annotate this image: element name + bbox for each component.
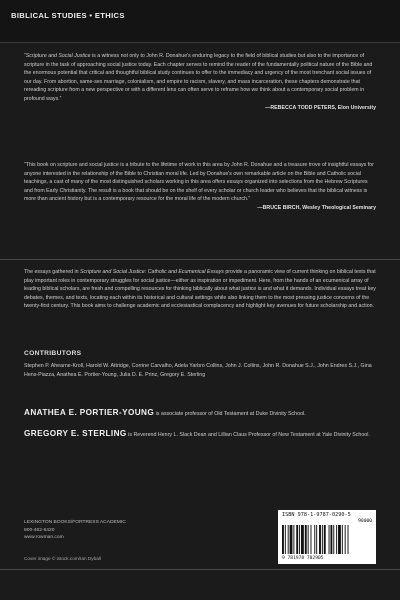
contributors-list — [24, 362, 376, 379]
editor-bio-2 — [24, 430, 376, 440]
barcode-bar — [301, 525, 304, 554]
barcode-bar — [314, 525, 315, 554]
barcode-bar — [324, 525, 326, 554]
barcode-bar — [288, 525, 289, 554]
barcode-bar — [345, 525, 346, 554]
description-book-title: Scripture and Social Justice: Catholic and Ecumenical Essays — [80, 269, 224, 275]
barcode-bar — [322, 525, 323, 554]
publisher-info — [24, 519, 126, 542]
editor-1-paragraph — [24, 409, 376, 419]
barcode-bar — [330, 525, 332, 554]
isbn-number: ISBN 978-1-9787-0290-5 — [282, 512, 351, 518]
review-2-text: “This book on scripture and social justice is a tribute to the lifetime of work in this area by John R. Donahue and a treasure trove of insightful essays for anyone interested in the relationship of the Bible to Christian moral life. Led by Donahue's own remarkable article on the Bible and Catholic social teachings, a cast of many of the most distinguished scholars working in this area offers essays organized into selections from the Hebrew Scriptures and from Early Christianity. The result is a book that should be on the shelf of every scholar or church leader who believes that the biblical witness is more than ancient history but is a contemporary resource for the moral life of the modern church.” — [24, 162, 374, 203]
barcode-bar — [299, 525, 300, 554]
price-code: 90000 — [358, 519, 372, 524]
review-quote-1 — [24, 52, 376, 112]
barcode-bar — [285, 525, 286, 554]
isbn-barcode — [278, 510, 376, 564]
barcode-bar — [342, 525, 343, 554]
publisher-name: LEXINGTON BOOKS/FORTRESS ACADEMIC — [24, 520, 126, 525]
barcode-bar — [329, 525, 330, 554]
editor-1-bio: is associate professor of Old Testament at Duke Divinity School. — [154, 411, 306, 417]
barcode-bar — [311, 525, 312, 554]
barcode-bar — [293, 525, 294, 554]
barcode-bar — [319, 525, 321, 554]
contributors-heading: CONTRIBUTORS — [24, 350, 82, 357]
bottom-divider — [0, 569, 400, 570]
review-2-attribution: —BRUCE BIRCH, Wesley Theological Seminary — [257, 204, 376, 211]
section-divider — [0, 259, 400, 260]
review-2-body: This book on scripture and social justice is a tribute to the lifetime of work in this area by John R. Donahue and a treasure trove of insightful essays for anyone interested in the relationship of the Bible to Christian moral life. Led by Donahue's own remarkable article on the Bible and Catholic social teachings, a cast of many of the most distinguished scholars working in this area offers essays organized into selections from the Hebrew Scriptures and from Early Christianity. The result is a book that should be on the shelf of every scholar or church leader who believes that the biblical witness is more than ancient history but is a contemporary resource for the moral life of the modern church. — [24, 162, 374, 203]
barcode-bar — [338, 525, 341, 554]
barcode-bar — [336, 525, 337, 554]
publisher-url: www.rowman.com — [24, 535, 64, 541]
barcode-bar — [296, 525, 298, 554]
editor-1-name: ANATHEA E. PORTIER-YOUNG — [24, 408, 155, 417]
barcode-bars — [282, 525, 372, 557]
review-1-attribution: —REBECCA TODD PETERS, Elon University — [265, 104, 376, 111]
header-band — [0, 0, 400, 43]
cover-image-credit: Cover image © istock.com/Ian Dyball — [24, 556, 101, 561]
barcode-digits: 9 781978 702905 — [282, 556, 324, 561]
barcode-bar — [348, 525, 349, 554]
book-description — [24, 268, 376, 311]
editor-2-paragraph — [24, 430, 376, 440]
editor-bio-1 — [24, 409, 376, 419]
barcode-bar — [308, 525, 309, 554]
barcode-bar — [316, 525, 317, 554]
review-quote-2 — [24, 161, 376, 213]
editor-2-bio: is Reverend Henry L. Slack Dean and Lillian Claus Professor of New Testament at Yale Divinity School. — [126, 432, 370, 438]
barcode-bar — [290, 525, 293, 554]
contributors-names: Stephen P. Ahearne-Kroll, Harold W. Attridge, Corrine Carvalho, Adela Yarbro Collins, John J. Collins, John R. Donahue S.J., John Endres S.J., Gina Hens-Piazza, Anathea E. Portier-Young, Julia D. E. Prinz, Gregory E. Sterling — [24, 363, 372, 378]
review-1-book-title: Scripture and Social Justice — [25, 53, 91, 59]
barcode-bar — [333, 525, 334, 554]
barcode-bar — [282, 525, 284, 554]
description-lead: The essays gathered in — [24, 269, 81, 275]
barcode-bar — [305, 525, 307, 554]
category-label: BIBLICAL STUDIES • ETHICS — [11, 11, 125, 20]
publisher-phone: 800-462-6420 — [24, 527, 55, 533]
editor-2-name: GREGORY E. STERLING — [24, 429, 127, 438]
description-paragraph — [24, 268, 376, 311]
review-1-text: “Scripture and Social Justice is a witness not only to John R. Donahue's enduring legacy to the field of biblical studies but also to the importance of scripture in the task of approaching social justice today. Each chapter serves to remind the reader of the fundamentally political nature of the Bible and the enormous potential that critical and thoughtful biblical study continues to offer to the immediacy and urgency of the most trenchant social issues of our day. From abortion, same-sex marriage, colonialism, and empire to racism, slavery, and mass incarceration, these chapters demonstrate that rereading scripture from a new perspective or with a different lens can often serve to reframe how we think about a contemporary social problem in profound ways.” — [24, 53, 373, 102]
review-1-body: is a witness not only to John R. Donahue's enduring legacy to the field of biblical studies but also to the importance of scripture in the task of approaching social justice today. Each chapter serves to remind the reader of the fundamentally political nature of the Bible and the enormous potential that critical and thoughtful biblical study continues to offer to the immediacy and urgency of the most trenchant social issues of our day. From abortion, same-sex marriage, colonialism, and empire to racism, slavery, and mass incarceration, these chapters demonstrate that rereading scripture from a new perspective or with a different lens can often serve to reframe how we think about a contemporary social problem in profound ways. — [24, 53, 373, 102]
description-body: provide a panoramic view of current thinking on biblical texts that play important roles in contemporary struggles for social justice—either as inspiration or impediment. Here, from the hands of an ecumenical array of leading biblical scholars, are fresh and compelling resources for thinking biblically about what justice is and what it demands. Individual essays treat key debates, themes, and texts, locating each within its historical and cultural settings while also linking them to the most pressing justice concerns of the twenty-first century. This book aims to challenge academic and ecclesiastical complacency and highlight key avenues for future scholarship and action. — [24, 269, 376, 310]
